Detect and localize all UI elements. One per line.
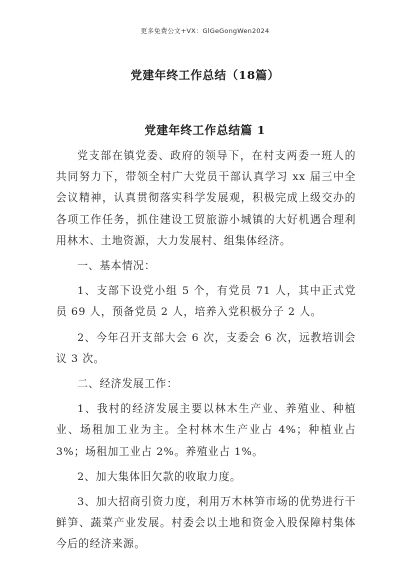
header-note: 更多免费公文+VX：GlGeGongWen2024 <box>140 27 270 35</box>
paragraph-investment: 3、加大招商引资力度，利用万木林笋市场的优势进行干鲜笋、蔬菜产业发展。村委会以土地和资金入股保障村集体今后的经济来源。 <box>56 496 356 551</box>
document-body <box>56 146 356 560</box>
paragraph-economy-structure: 1、我村的经济发展主要以林木生产业、养殖业、种植业、场租加工业为主。全村林木生产业占 4%；种植业占 3%；场租加工业占 2%。养殖业占 1%。 <box>56 403 356 458</box>
paragraph-intro: 党支部在镇党委、政府的领导下，在村支两委一班人的共同努力下，带领全村广大党员干部认真学习 xx 届三中全会议精神，认真贯彻落实科学发展观，积极完成上级交办的各项工作任务，抓住建设工贸旅游小城镇的大好机遇合理利用林木、土地资源，大力发展村、组集体经济。 <box>56 150 356 247</box>
document-title: 党建年终工作总结（18篇） <box>130 68 280 82</box>
paragraph-party-groups: 1、支部下设党小组 5 个，有党员 71 人，其中正式党员 69 人，预备党员 2 人，培养入党积极分子 2 人。 <box>56 285 356 319</box>
paragraph-debt-collection: 2、加大集体旧欠款的收取力度。 <box>77 470 242 483</box>
heading-basic-situation: 一、基本情况： <box>77 260 156 273</box>
paragraph-meetings: 2、今年召开支部大会 6 次，支委会 6 次，远教培训会议 3 次。 <box>56 331 356 365</box>
heading-economic-development: 二、经济发展工作： <box>77 378 178 391</box>
section-title: 党建年终工作总结篇 1 <box>144 123 266 137</box>
